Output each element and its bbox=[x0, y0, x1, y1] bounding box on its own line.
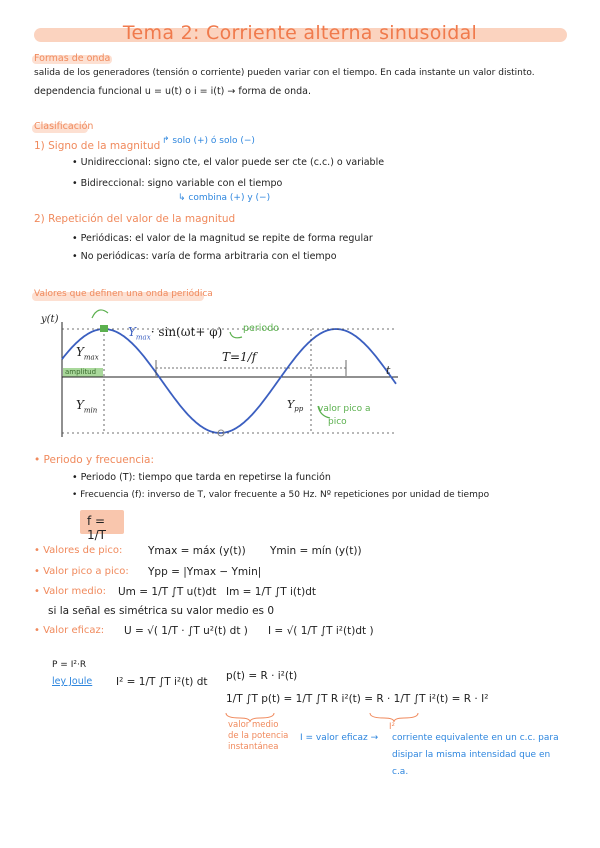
ypp-label: $Y_{pp}$ bbox=[287, 398, 304, 414]
no-periodicas-line: • No periódicas: varía de forma arbitraria con el tiempo bbox=[72, 251, 337, 262]
t-axis-label: t bbox=[386, 364, 391, 377]
eficaz-label: • Valor eficaz: bbox=[34, 625, 105, 636]
i2-formula: I² = 1/T ∫T i²(t) dt bbox=[116, 676, 208, 688]
pt-formula: p(t) = R · i²(t) bbox=[226, 670, 298, 682]
corriente-line2: disipar la misma intensidad que en bbox=[392, 750, 551, 760]
corriente-line3: c.a. bbox=[392, 767, 409, 777]
periodicas-line: • Periódicas: el valor de la magnitud se repite de forma regular bbox=[72, 233, 373, 244]
ymin-formula: Ymin = mín (y(t)) bbox=[270, 545, 362, 557]
medio-label: • Valor medio: bbox=[34, 586, 106, 597]
simetrica-line: si la señal es simétrica su valor medio es 0 bbox=[48, 605, 275, 617]
i-eficaz-note: I = valor eficaz → bbox=[300, 733, 379, 743]
periodo-note: periodo bbox=[243, 323, 280, 334]
avg-power-formula: 1/T ∫T p(t) = 1/T ∫T R i²(t) = R · 1/T ∫T i²(t) = R · I² bbox=[226, 693, 489, 705]
formas-line2: dependencia funcional u = u(t) o i = i(t) → forma de onda. bbox=[34, 86, 311, 97]
amplitud-label: amplitud bbox=[65, 368, 97, 376]
unidireccional-line: • Unidireccional: signo cte, el valor puede ser cte (c.c.) o variable bbox=[72, 157, 385, 168]
periodo-line: • Periodo (T): tiempo que tarda en repetirse la función bbox=[72, 472, 331, 483]
pico-label: • Valores de pico: bbox=[34, 545, 123, 556]
p-joule-formula: P = I²·R bbox=[52, 660, 87, 670]
pico-note: pico bbox=[328, 417, 347, 427]
ley-joule-label: ley Joule bbox=[52, 676, 93, 687]
im-formula: Im = 1/T ∫T i(t)dt bbox=[226, 586, 316, 598]
periodo-heading: • Periodo y frecuencia: bbox=[34, 454, 155, 466]
ymin-label: $Y_{min}$ bbox=[76, 398, 98, 415]
combina-note: ↳ combina (+) y (−) bbox=[178, 193, 271, 203]
section-formas-heading: Formas de onda bbox=[34, 53, 111, 64]
ymax-formula: Ymax = máx (y(t)) bbox=[148, 545, 246, 557]
i2-brace bbox=[370, 713, 418, 722]
i2-brace-label: I² bbox=[389, 722, 395, 732]
y-axis-label: y(t) bbox=[41, 314, 59, 325]
ymax-label: $Y_{max}$ bbox=[76, 345, 99, 362]
um-formula: Um = 1/T ∫T u(t)dt bbox=[118, 586, 217, 598]
item1-note: ↱ solo (+) ó solo (−) bbox=[162, 136, 255, 146]
period-label: T=1/f bbox=[222, 350, 257, 364]
section-valores-heading: Valores que definen una onda periódica bbox=[34, 289, 213, 299]
valor-pico-note: valor pico a bbox=[318, 404, 371, 414]
frecuencia-line: • Frecuencia (f): inverso de T, valor frecuente a 50 Hz. Nº repeticiones por unidad de tiempo bbox=[72, 490, 490, 500]
ypp-formula: Ypp = |Ymax − Ymin| bbox=[148, 566, 262, 578]
u-eficaz-formula: U = √( 1/T · ∫T u²(t) dt ) bbox=[124, 625, 248, 637]
pico-pico-label: • Valor pico a pico: bbox=[34, 566, 129, 577]
instantanea-note: instantánea bbox=[228, 742, 279, 752]
formas-line1: salida de los generadores (tensión o corriente) pueden variar con el tiempo. En cada instante un valor distinto. bbox=[34, 68, 535, 78]
corriente-line1: corriente equivalente en un c.c. para bbox=[392, 733, 559, 743]
page-title: Tema 2: Corriente alterna sinusoidal bbox=[122, 22, 478, 44]
valor-medio-note: valor medio bbox=[228, 720, 279, 730]
de-la-potencia-note: de la potencia bbox=[228, 731, 289, 741]
item2-title: 2) Repetición del valor de la magnitud bbox=[34, 213, 236, 225]
i-eficaz-formula: I = √( 1/T ∫T i²(t)dt ) bbox=[268, 625, 374, 637]
f-formula-box: f = 1/T bbox=[80, 510, 124, 534]
wave-formula: $Y_{max}\cdot \sin(\omega t+ \varphi)$ bbox=[128, 325, 223, 342]
section-clasificacion-heading: Clasificación bbox=[34, 121, 94, 132]
item1-title: 1) Signo de la magnitud bbox=[34, 140, 161, 152]
bidireccional-line: • Bidireccional: signo variable con el tiempo bbox=[72, 178, 283, 189]
